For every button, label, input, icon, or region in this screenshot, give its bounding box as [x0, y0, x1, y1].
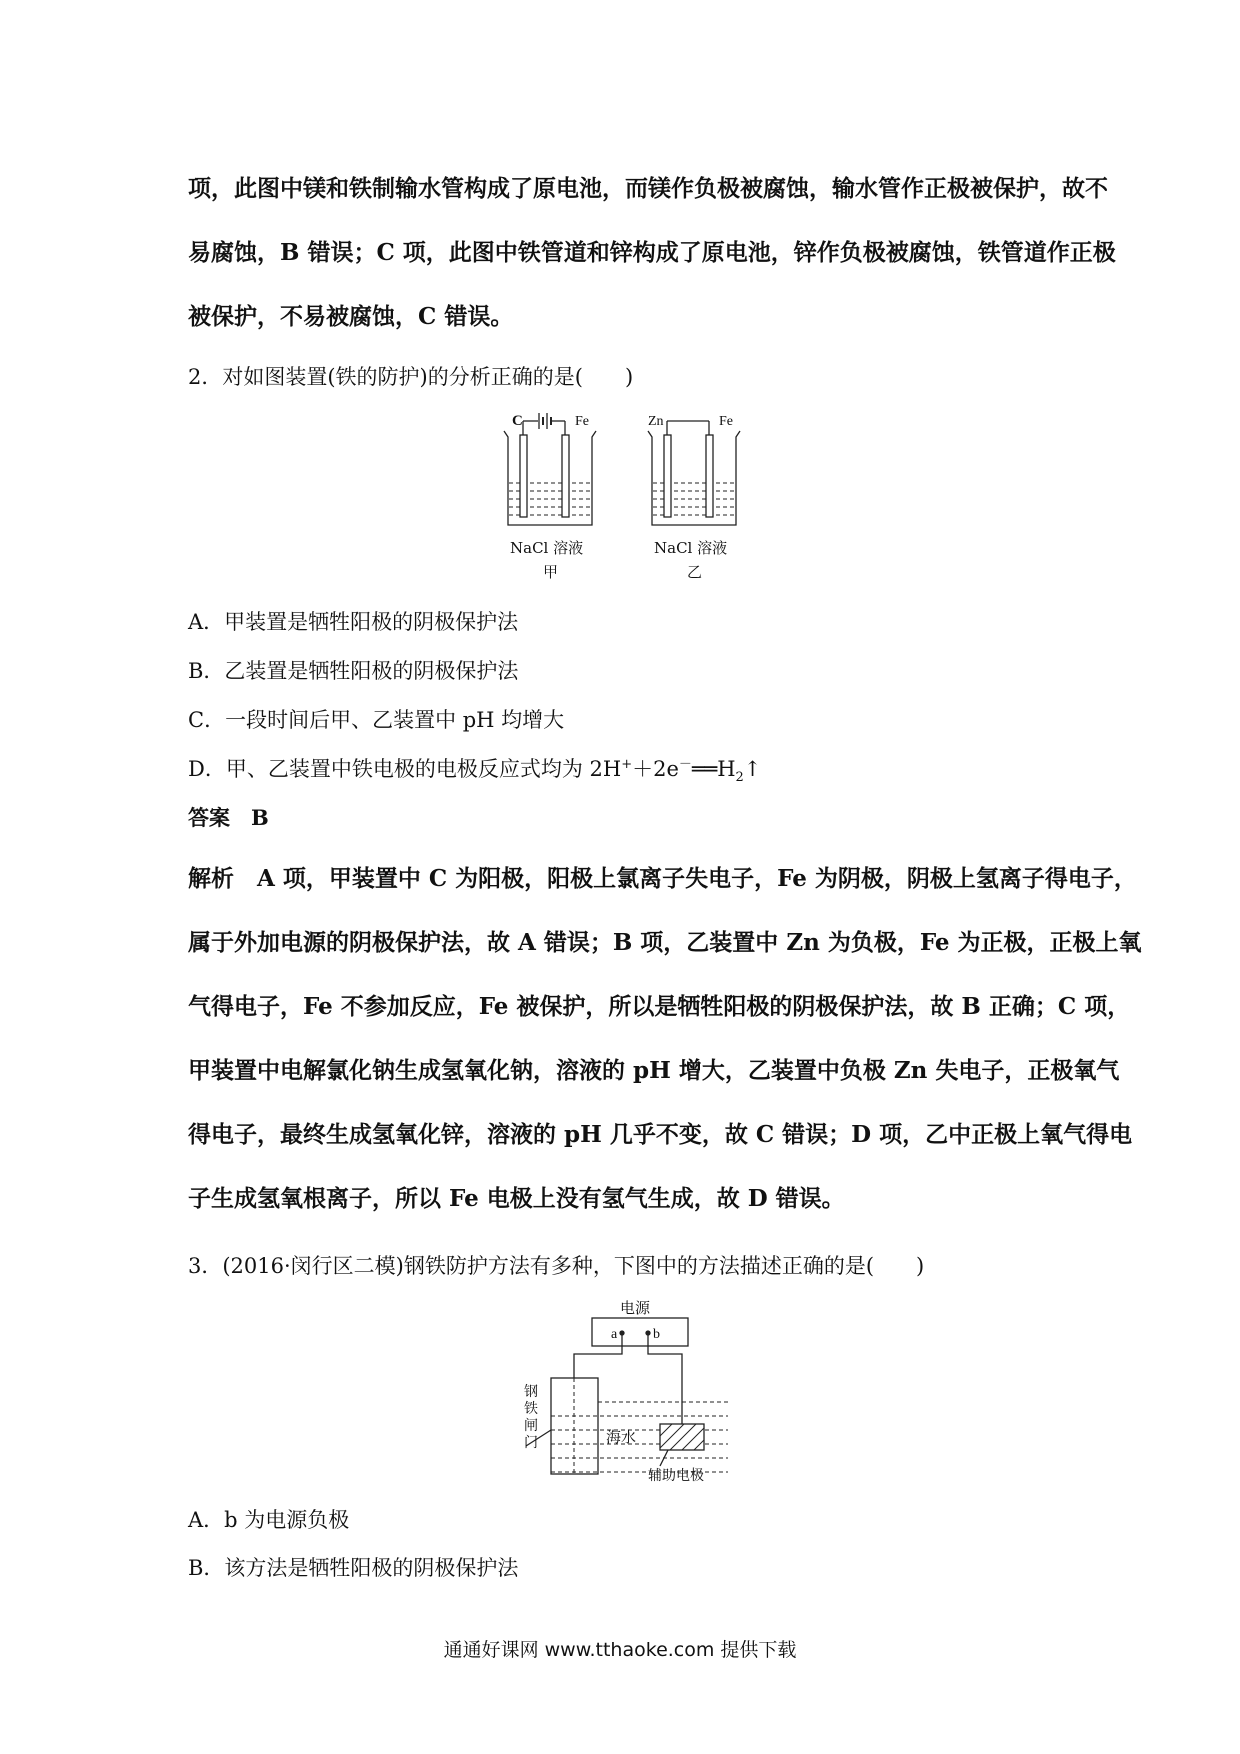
- analysis-line-5: 得电子，最终生成氢氧化锌，溶液的 pH 几乎不变，故 C 错误；D 项，乙中正极上氧气得电: [188, 1121, 1133, 1148]
- q2-option-a: A．甲装置是牺牲阳极的阴极保护法: [188, 610, 519, 634]
- analysis-line-2: 属于外加电源的阴极保护法，故 A 错误；B 项，乙装置中 Zn 为负极，Fe 为正极，正极上氧: [188, 929, 1142, 956]
- gate-char-1: 钢: [524, 1384, 538, 1400]
- option-d-mid: ＋2e: [632, 757, 679, 781]
- option-d-sup1: +: [621, 757, 633, 772]
- yi-caption: 乙: [687, 563, 703, 581]
- analysis-line-1: 解析 A 项，甲装置中 C 为阳极，阳极上氯离子失电子，Fe 为阴极，阴极上氢离子得电子，: [188, 865, 1137, 892]
- q3-option-a: A．b 为电源负极: [188, 1508, 350, 1532]
- option-d-eq: ══H: [691, 757, 736, 781]
- yi-right-electrode: Fe: [719, 414, 733, 429]
- sea-label: 海水: [606, 1428, 637, 1446]
- jia-left-electrode: C: [512, 413, 523, 429]
- q2-option-c: C．一段时间后甲、乙装置中 pH 均增大: [188, 708, 565, 732]
- q2-stem: 2．对如图装置(铁的防护)的分析正确的是( ): [188, 365, 634, 389]
- gate-char-4: 门: [524, 1435, 538, 1451]
- gate-char-2: 铁: [524, 1401, 538, 1417]
- q3-figure: [510, 1296, 740, 1482]
- option-d-sup2: －: [678, 757, 692, 772]
- terminal-b: b: [653, 1327, 660, 1342]
- power-label: 电源: [620, 1299, 651, 1317]
- analysis-line-6: 子生成氢氧根离子，所以 Fe 电极上没有氢气生成，故 D 错误。: [188, 1185, 845, 1212]
- option-d-sub: 2: [735, 770, 744, 786]
- q3-stem: 3．(2016·闵行区二模)钢铁防护方法有多种，下图中的方法描述正确的是( ): [188, 1254, 925, 1278]
- page-footer: 通通好课网 www.tthaoke.com 提供下载: [443, 1639, 797, 1661]
- q2-figure: [490, 405, 760, 585]
- q2-answer: 答案 B: [188, 805, 269, 830]
- q2-option-b: B．乙装置是牺牲阳极的阴极保护法: [188, 659, 519, 683]
- option-d-arrow: ↑: [743, 757, 762, 781]
- intro-line-1: 项，此图中镁和铁制输水管构成了原电池，而镁作负极被腐蚀，输水管作正极被保护，故不: [188, 175, 1108, 202]
- yi-left-electrode: Zn: [648, 414, 664, 429]
- option-d-prefix: D．甲、乙装置中铁电极的电极反应式均为 2H: [188, 757, 622, 781]
- jia-right-electrode: Fe: [575, 414, 589, 429]
- yi-solution: NaCl 溶液: [654, 539, 728, 557]
- q3-option-b: B．该方法是牺牲阳极的阴极保护法: [188, 1556, 519, 1580]
- analysis-line-4: 甲装置中电解氯化钠生成氢氧化钠，溶液的 pH 增大，乙装置中负极 Zn 失电子，正极氧气: [188, 1057, 1120, 1084]
- terminal-a: a: [611, 1327, 618, 1342]
- aux-label: 辅助电极: [648, 1468, 704, 1484]
- beaker-jia: [504, 413, 596, 525]
- jia-caption: 甲: [543, 563, 559, 581]
- analysis-line-3: 气得电子，Fe 不参加反应，Fe 被保护，所以是牺牲阳极的阴极保护法，故 B 正确；C 项，: [188, 993, 1131, 1020]
- jia-solution: NaCl 溶液: [510, 539, 584, 557]
- gate-char-3: 闸: [524, 1418, 538, 1434]
- beaker-yi: [648, 421, 740, 525]
- q2-option-d: [188, 753, 761, 785]
- intro-line-3: 被保护，不易被腐蚀，C 错误。: [188, 303, 514, 330]
- intro-line-2: 易腐蚀，B 错误；C 项，此图中铁管道和锌构成了原电池，锌作负极被腐蚀，铁管道作正极: [188, 239, 1116, 266]
